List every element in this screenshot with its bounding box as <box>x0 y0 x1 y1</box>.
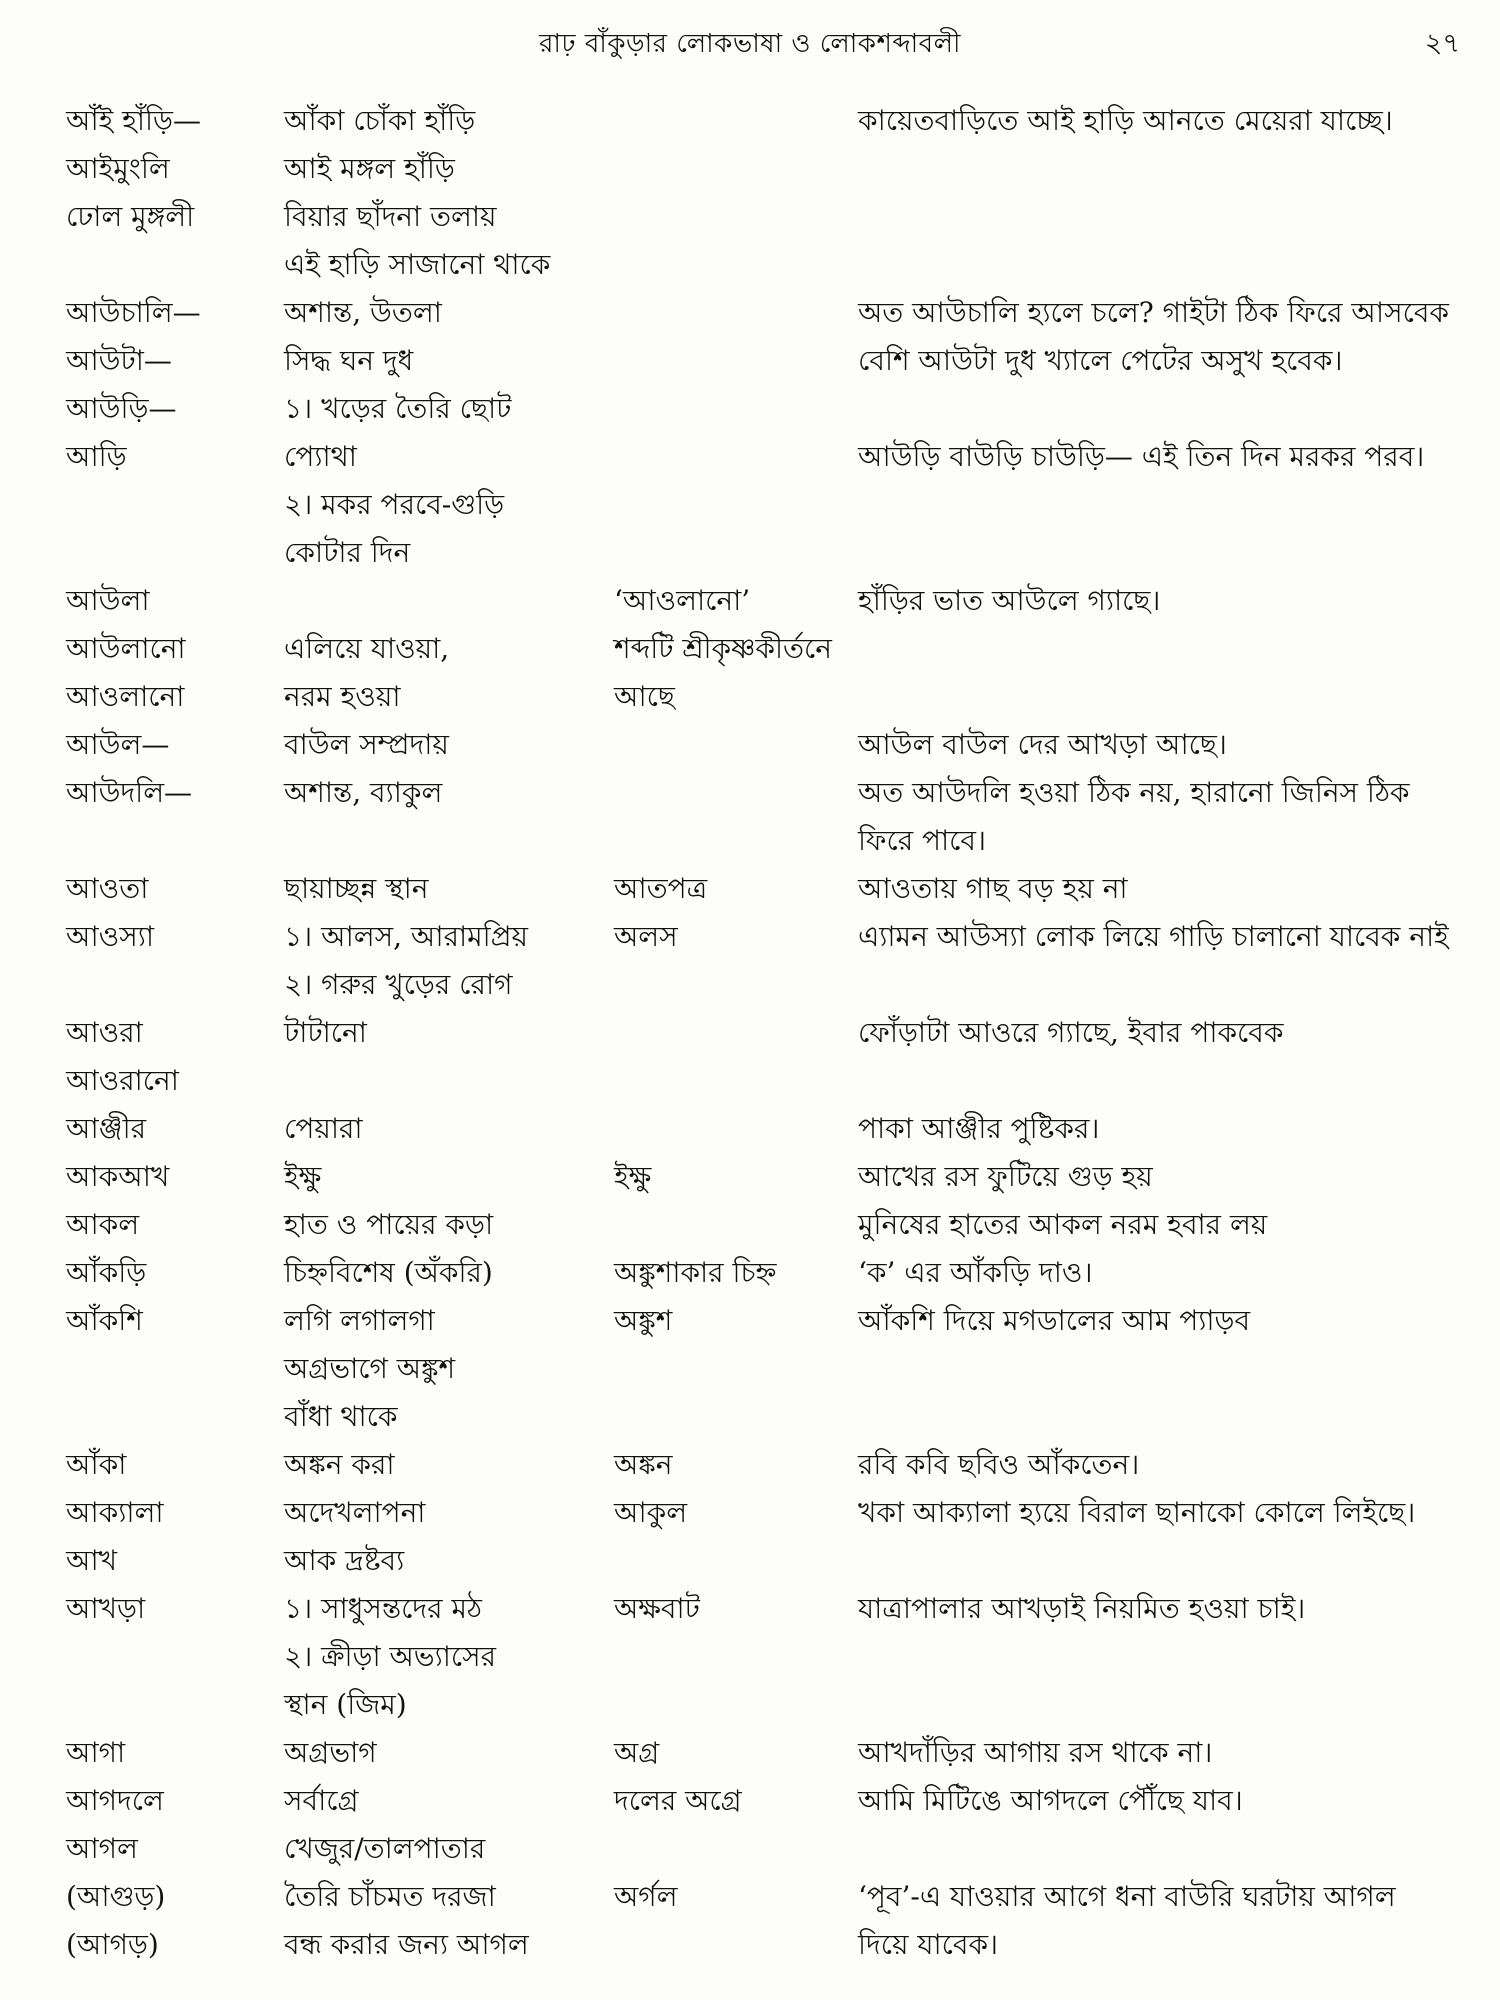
entry-line <box>66 289 1476 337</box>
entry-meaning: বিয়ার ছাঁদনা তলায় <box>284 200 497 233</box>
entry-headword: আগদলে <box>66 1784 164 1817</box>
entry-example: পাকা আঞ্জীর পুষ্টিকর। <box>858 1112 1100 1145</box>
entry-origin: আতপত্র <box>614 872 708 905</box>
entry-line <box>66 97 1476 145</box>
entry-meaning: অদেখলাপনা <box>284 1496 426 1529</box>
entry-meaning: নরম হওয়া <box>284 680 401 713</box>
entry-origin: দলের অগ্রে <box>614 1784 742 1817</box>
entry-meaning: পেয়ারা <box>284 1112 363 1145</box>
entry-example: ‘পূব’-এ যাওয়ার আগে ধনা বাউরি ঘরটায় আগল <box>858 1880 1396 1913</box>
entry-meaning: আঁকা চোঁকা হাঁড়ি <box>284 104 476 137</box>
entry-meaning: বাঁধা থাকে <box>284 1400 398 1433</box>
entry-example: কায়েতবাড়িতে আই হাড়ি আনতে মেয়েরা যাচ্ছে। <box>858 104 1393 137</box>
entry-line <box>66 1681 1476 1729</box>
entry-origin: অগ্র <box>614 1736 660 1769</box>
entry-line <box>66 1201 1476 1249</box>
entry-headword: আউড়ি— <box>66 392 177 425</box>
entry-line <box>66 1633 1476 1681</box>
entry-meaning: ১। সাধুসন্তদের মঠ <box>284 1592 482 1625</box>
entry-origin: অঙ্কুশ <box>614 1304 673 1337</box>
entry-example: আমি মিটিঙে আগদলে পৌঁছে যাব। <box>858 1784 1243 1817</box>
entry-headword: আইমুংলি <box>66 152 170 185</box>
entry-meaning: অগ্রভাগ <box>284 1736 377 1769</box>
entry-line <box>66 1393 1476 1441</box>
entry-line <box>66 1249 1476 1297</box>
entry-line <box>66 481 1476 529</box>
entry-meaning: ২। মকর পরবে-গুড়ি <box>284 488 505 521</box>
entry-line <box>66 1777 1476 1825</box>
page-number: ২৭ <box>1424 28 1460 59</box>
entry-line <box>66 625 1476 673</box>
entry-headword: আঁকশি <box>66 1304 143 1337</box>
entry-line <box>66 817 1476 865</box>
entry-line <box>66 1105 1476 1153</box>
entry-meaning: ছায়াচ্ছন্ন স্থান <box>284 872 429 905</box>
entry-example: অত আউচালি হ্যলে চলে? গাইটা ঠিক ফিরে আসবেক <box>858 296 1449 329</box>
entry-headword: আউলা <box>66 584 150 617</box>
entry-origin: অঙ্কন <box>614 1448 673 1481</box>
entry-headword: (আগুড়) <box>66 1880 166 1913</box>
entry-meaning: টাটানো <box>284 1016 367 1049</box>
entry-headword: আকল <box>66 1208 140 1241</box>
entry-line <box>66 1537 1476 1585</box>
entry-meaning: আই মঙ্গল হাঁড়ি <box>284 152 455 185</box>
entry-headword: আওতা <box>66 872 149 905</box>
entry-headword: আউলানো <box>66 632 186 665</box>
entry-origin: অর্গল <box>614 1880 678 1913</box>
entry-meaning: ১। খড়ের তৈরি ছোট <box>284 392 512 425</box>
entry-line <box>66 145 1476 193</box>
entry-line <box>66 865 1476 913</box>
entry-headword: আউদলি— <box>66 776 193 809</box>
entry-line <box>66 913 1476 961</box>
entry-headword: আখ <box>66 1544 118 1577</box>
entry-line <box>66 961 1476 1009</box>
entry-headword: আগল <box>66 1832 138 1865</box>
entry-example: বেশি আউটা দুধ খ্যালে পেটের অসুখ হবেক। <box>858 344 1343 377</box>
entry-headword: আওরা <box>66 1016 143 1049</box>
entry-headword: আখড়া <box>66 1592 146 1625</box>
entry-headword: আঞ্জীর <box>66 1112 146 1145</box>
entry-origin: অঙ্কুশাকার চিহ্ন <box>614 1256 777 1289</box>
entry-headword: আউচালি— <box>66 296 201 329</box>
entry-line <box>66 337 1476 385</box>
entry-example: ফোঁড়াটা আওরে গ্যাছে, ইবার পাকবেক <box>858 1016 1284 1049</box>
entry-meaning: ইক্ষু <box>284 1160 322 1193</box>
entry-meaning: আক দ্রষ্টব্য <box>284 1544 405 1577</box>
entry-meaning: প্যোথা <box>284 440 357 473</box>
entry-meaning: লগি লগালগা <box>284 1304 435 1337</box>
entry-line <box>66 1489 1476 1537</box>
entry-line <box>66 529 1476 577</box>
entry-line <box>66 193 1476 241</box>
entry-line <box>66 385 1476 433</box>
entry-example: আউল বাউল দের আখড়া আছে। <box>858 728 1227 761</box>
entry-meaning: হাত ও পায়ের কড়া <box>284 1208 494 1241</box>
entry-origin: আকুল <box>614 1496 688 1529</box>
entry-headword: আঁই হাঁড়ি— <box>66 104 201 137</box>
entry-meaning: এলিয়ে যাওয়া, <box>284 632 450 665</box>
entry-headword: আক্যালা <box>66 1496 164 1529</box>
entry-headword: আঁকা <box>66 1448 127 1481</box>
entry-example: আখের রস ফুটিয়ে গুড় হয় <box>858 1160 1153 1193</box>
entry-headword: আঁকড়ি <box>66 1256 147 1289</box>
entry-headword: আওরানো <box>66 1064 179 1097</box>
glossary-entries <box>66 97 1476 1969</box>
entry-meaning: অশান্ত, উতলা <box>284 296 442 329</box>
entry-meaning: খেজুর/তালপাতার <box>284 1832 486 1865</box>
entry-origin: আছে <box>614 680 675 713</box>
entry-example: রবি কবি ছবিও আঁকতেন। <box>858 1448 1140 1481</box>
entry-origin: অক্ষবাট <box>614 1592 700 1625</box>
entry-line <box>66 433 1476 481</box>
entry-meaning: ১। আলস, আরামপ্রিয় <box>284 920 529 953</box>
entry-meaning: কোটার দিন <box>284 536 411 569</box>
entry-headword: আউল— <box>66 728 170 761</box>
entry-example: আখদাঁড়ির আগায় রস থাকে না। <box>858 1736 1213 1769</box>
entry-example: আওতায় গাছ বড় হয় না <box>858 872 1128 905</box>
entry-headword: ঢোল মুঙ্গলী <box>66 200 195 233</box>
entry-meaning: ২। ক্রীড়া অভ্যাসের <box>284 1640 497 1673</box>
entry-line <box>66 1009 1476 1057</box>
running-title: রাঢ় বাঁকুড়ার লোকভাষা ও লোকশব্দাবলী <box>539 29 961 59</box>
entry-line <box>66 1825 1476 1873</box>
entry-line <box>66 769 1476 817</box>
entry-example: এ্যামন আউস্যা লোক লিয়ে গাড়ি চালানো যাবেক নাই <box>858 920 1449 953</box>
entry-headword: আড়ি <box>66 440 127 473</box>
entry-headword: (আগড়) <box>66 1928 159 1961</box>
entry-origin: ‘আওলানো’ <box>614 584 751 617</box>
entry-line <box>66 1297 1476 1345</box>
entry-meaning: চিহ্নবিশেষ (অঁকরি) <box>284 1256 493 1289</box>
entry-meaning: তৈরি চাঁচমত দরজা <box>284 1880 496 1913</box>
entry-line <box>66 673 1476 721</box>
entry-line <box>66 1873 1476 1921</box>
entry-origin: অলস <box>614 920 678 953</box>
entry-meaning: সিদ্ধ ঘন দুধ <box>284 344 414 377</box>
entry-example: মুনিষের হাতের আকল নরম হবার লয় <box>858 1208 1268 1241</box>
entry-meaning: বন্ধ করার জন্য আগল <box>284 1928 529 1961</box>
entry-example: অত আউদলি হওয়া ঠিক নয়, হারানো জিনিস ঠিক <box>858 776 1410 809</box>
entry-example: যাত্রাপালার আখড়াই নিয়মিত হওয়া চাই। <box>858 1592 1306 1625</box>
entry-example: আঁকশি দিয়ে মগডালের আম প্যাড়ব <box>858 1304 1251 1337</box>
entry-line <box>66 1441 1476 1489</box>
entry-line <box>66 577 1476 625</box>
entry-meaning: বাউল সম্প্রদায় <box>284 728 449 761</box>
entry-origin: ইক্ষু <box>614 1160 652 1193</box>
entry-origin: শব্দটি শ্রীকৃষ্ণকীর্তনে <box>614 632 833 665</box>
entry-line <box>66 1729 1476 1777</box>
entry-example: হাঁড়ির ভাত আউলে গ্যাছে। <box>858 584 1161 617</box>
entry-meaning: অগ্রভাগে অঙ্কুশ <box>284 1352 456 1385</box>
entry-example: খকা আক্যালা হ্যয়ে বিরাল ছানাকো কোলে লিইছে। <box>858 1496 1416 1529</box>
entry-meaning: অঙ্কন করা <box>284 1448 395 1481</box>
entry-line <box>66 1585 1476 1633</box>
entry-example: আউড়ি বাউড়ি চাউড়ি— এই তিন দিন মরকর পরব। <box>858 440 1425 473</box>
entry-line <box>66 1057 1476 1105</box>
entry-line <box>66 1345 1476 1393</box>
entry-line <box>66 1921 1476 1969</box>
entry-line <box>66 721 1476 769</box>
entry-meaning: অশান্ত, ব্যাকুল <box>284 776 443 809</box>
entry-meaning: সর্বাগ্রে <box>284 1784 359 1817</box>
entry-example: ‘ক’ এর আঁকড়ি দাও। <box>858 1256 1093 1289</box>
entry-headword: আউটা— <box>66 344 172 377</box>
entry-meaning: ২। গরুর খুড়ের রোগ <box>284 968 513 1001</box>
entry-headword: আওস্যা <box>66 920 155 953</box>
entry-meaning: এই হাড়ি সাজানো থাকে <box>284 248 551 281</box>
entry-example: ফিরে পাবে। <box>858 824 987 857</box>
entry-example: দিয়ে যাবেক। <box>858 1928 999 1961</box>
entry-headword: আগা <box>66 1736 126 1769</box>
entry-headword: আকআখ <box>66 1160 170 1193</box>
page-header <box>0 24 1500 64</box>
entry-meaning: স্থান (জিম) <box>284 1688 407 1721</box>
entry-line <box>66 1153 1476 1201</box>
entry-headword: আওলানো <box>66 680 185 713</box>
entry-line <box>66 241 1476 289</box>
